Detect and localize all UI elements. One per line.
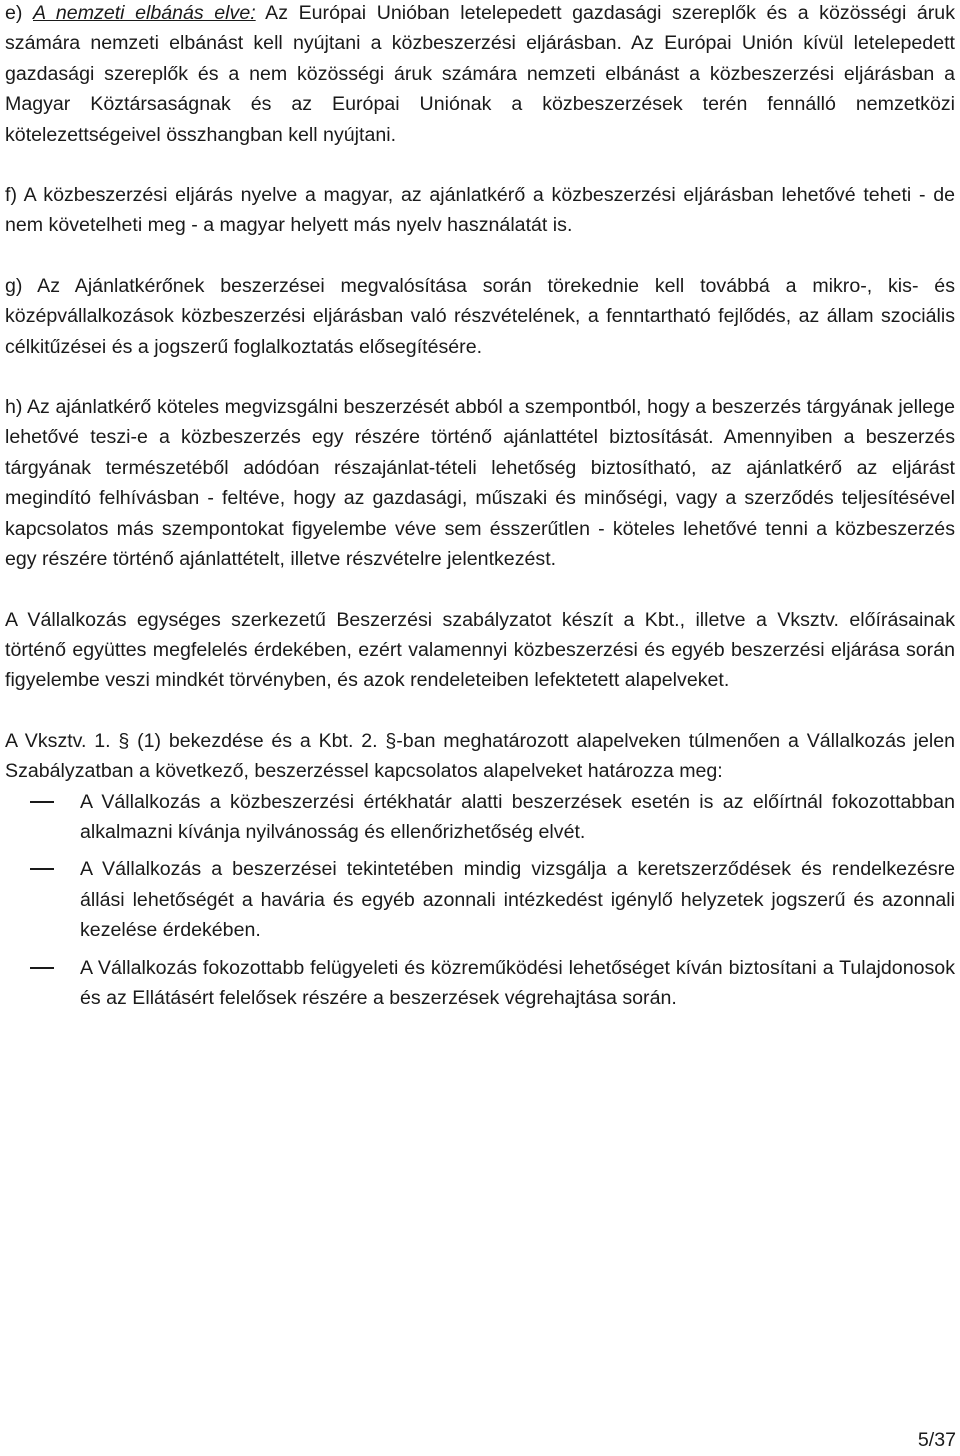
list-item-text: A Vállalkozás a közbeszerzési értékhatár alatti beszerzések esetén is az előírtnál fokozottabban alkalmazni kívánja nyilvánosság és ellenőrizhetőség elvét. xyxy=(80,790,955,843)
paragraph-e-heading: A nemzeti elbánás elve: xyxy=(33,2,256,24)
dash-bullet-icon xyxy=(30,868,54,870)
paragraph-f: f) A közbeszerzési eljárás nyelve a magyar, az ajánlatkérő a közbeszerzési eljárásban lehetővé teheti - de nem követelheti meg - a magyar helyett más nyelv használatát is. xyxy=(5,184,955,237)
list-item-text: A Vállalkozás fokozottabb felügyeleti és közreműködési lehetőséget kíván biztosítani a Tulajdonosok és az Ellátásért felelősek részére a beszerzések végrehajtása során. xyxy=(80,956,955,1009)
paragraph-e xyxy=(5,0,955,150)
list-item xyxy=(5,854,955,945)
dash-bullet-icon xyxy=(30,967,54,969)
list-item-text: A Vállalkozás a beszerzései tekintetében mindig vizsgálja a keretszerződések és rendelkezésre állási lehetőségét a havária és egyéb azonnali intézkedést igénylő helyzetek jogszerű és azonnali kezelése érdekében. xyxy=(80,858,955,942)
paragraph-vksztv: A Vksztv. 1. § (1) bekezdése és a Kbt. 2. §-ban meghatározott alapelveken túlmenően a Vállalkozás jelen Szabályzatban a következő, beszerzéssel kapcsolatos alapelveket határozza meg: xyxy=(5,729,955,783)
principles-list xyxy=(5,787,955,1014)
document-page xyxy=(5,0,955,1020)
page-number: 5/37 xyxy=(917,1429,956,1451)
dash-bullet-icon xyxy=(30,801,54,803)
paragraph-e-body: Az Európai Unióban letelepedett gazdasági szereplők és a közösségi áruk számára nemzeti elbánást kell nyújtani a közbeszerzési eljárásban. Az Európai Unión kívül letelepedett gazdasági szereplők és a nem közösségi áruk számára nemzeti elbánást a közbeszerzési eljárásban a Magyar Köztársaságnak és az Európai Uniónak a közbeszerzések terén fennálló nemzetközi kötelezettségeivel összhangban kell nyújtani. xyxy=(5,2,955,146)
list-item xyxy=(5,787,955,848)
paragraph-g: g) Az Ajánlatkérőnek beszerzései megvalósítása során törekednie kell továbbá a mikro-, kis- és középvállalkozások közbeszerzési eljárásban való részvételének, a fenntartható fejlődés, az állam szociális célkitűzései és a jogszerű foglalkoztatás elősegítésére. xyxy=(5,274,955,358)
paragraph-h: h) Az ajánlatkérő köteles megvizsgálni beszerzését abból a szempontból, hogy a beszerzés tárgyának jellege lehetővé teszi-e a közbeszerzés egy részére történő ajánlattétel biztosítását. Amennyiben a beszerzés tárgyának természetéből adódóan részajánlat-tételi lehetőség biztosítható, az ajánlatkérő az eljárást megindító felhívásban - feltéve, hogy az gazdasági, műszaki és minőségi, vagy a szerződés teljesítésével kapcsolatos más szempontokat figyelembe véve sem ésszerűtlen - köteles lehetővé tenni a közbeszerzés egy részére történő ajánlattételt, illetve részvételre jelentkezést. xyxy=(5,396,955,571)
list-item xyxy=(5,953,955,1014)
paragraph-vallalkozas: A Vállalkozás egységes szerkezetű Beszerzési szabályzatot készít a Kbt., illetve a Vksztv. előírásainak történő együttes megfelelés érdekében, ezért valamennyi közbeszerzési és egyéb beszerzési eljárása során figyelembe veszi mindkét törvényben, és azok rendeleteiben lefektetett alapelveket. xyxy=(5,608,955,692)
paragraph-e-label: e) xyxy=(5,2,33,24)
